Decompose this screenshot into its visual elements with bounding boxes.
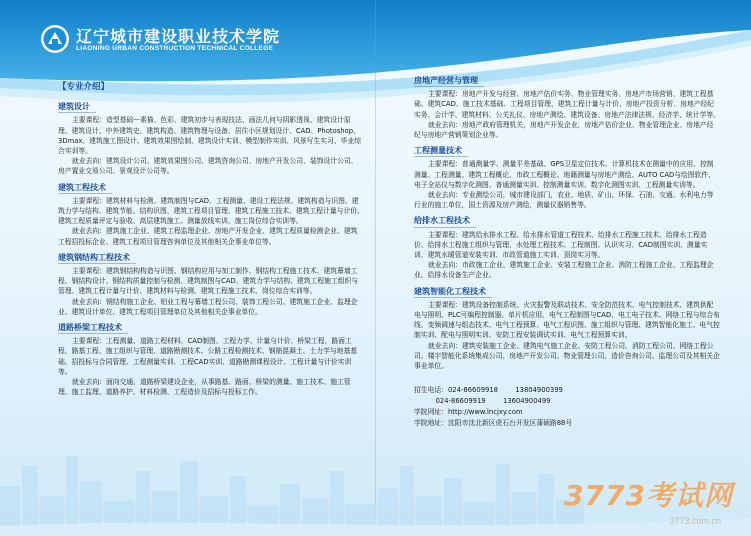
careers-text: 就业去向：建筑安装施工企业、建筑电气施工企业、安防工程公司、消防工程公司、网络工程公司、楼宇智能化系统集成公司、房地产开发公司、物业管理公司、造价咨询公司、监理公司及其相关企事业单位。 <box>414 341 720 371</box>
website-label: 学院网址： <box>414 408 448 417</box>
section-title: 道路桥梁工程技术 <box>58 323 128 334</box>
careers-text: 就业去向：建筑施工企业、建筑工程监理企业、房地产开发企业、建筑工程质量检测企业、建筑工程招投标企业、建筑工程项目管理咨询单位及其他相关企事业单位等。 <box>58 227 358 246</box>
courses-text: 主要课程：普通测量学、测量平差基础、GPS卫星定位技术、计算机技术在测量中的应用、控制测量、工程测量、建筑工程概论、市政工程概论、地籍测量与房地产测绘、AUTO CAD与绘图软件、电子全站仪与数字化测图、普通测量实训、控制测量实训、数字化测图实训、工程测量实训等。 <box>414 160 715 189</box>
courses-text: 主要课程：工程测量、道路工程材料、CAD制图、工程力学、计量与计价、桥梁工程、路面工程、路基工程、施工组织与管理、道路勘测技术、公路工程检测技术、钢筋混凝土、土力学与地基基础、招投标与合同管理、工程测量实训、工程CAD实训、道路勘测课程设计、工程计量与计价实训等。 <box>58 337 358 376</box>
section-surveying <box>414 140 720 210</box>
phone-number-1: 024-86609918 <box>447 386 499 395</box>
section-construction-engineering <box>58 177 364 247</box>
section-steel-structure <box>58 247 364 317</box>
careers-text: 就业去向：面向交通、道路桥梁建设企业，从事路基、路面、桥梁的测量、施工技术、施工管理、施工监理、道路养护、材料检测、工程造价及招标与投标工作。 <box>58 378 351 397</box>
watermark-brand: 3773考试网 <box>564 479 733 512</box>
careers-text: 就业去向：钢结构施工企业、铝业工程与幕墙工程公司、装饰工程公司、建筑施工企业、监理企业、建筑设计单位、建筑工程项目管理单位及其他相关企事业单位。 <box>58 297 358 316</box>
careers-text: 就业去向：市政施工企业、建筑施工企业、安装工程施工企业、消防工程施工企业、工程监理企业、给排水设备生产企业。 <box>414 261 714 280</box>
section-title: 建筑钢结构工程技术 <box>58 253 136 264</box>
courses-text: 主要课程：建筑材料与检测、建筑制图与CAD、工程测量、建设工程法规、建筑构造与识图、建筑力学与结构、建筑节能、结构识图、建筑工程项目管理、建筑工程施工技术、建筑工程计量与计价、建筑工程质量评定与验收、高层建筑施工、测量放线实训、施工岗位综合实训等。 <box>58 196 364 226</box>
section-title: 建筑智能化工程技术 <box>414 287 492 298</box>
section-real-estate <box>414 70 720 140</box>
careers-text: 就业去向：房地产政府管理机关，房地产开发企业，房地产估价企业、物业管理企业、房地产经纪与房地产营销策划企业等。 <box>414 120 714 140</box>
intro-header: 【专业介绍】 <box>58 82 110 92</box>
address-text: 沈阳市沈北新区虎石台开发区蒲硕路88号 <box>447 419 573 428</box>
mobile-number-2: 13604900499 <box>502 397 551 406</box>
courses-text: 主要课程：造型基础—素描、色彩、建筑初步与表现技法、画法几何与阴影透视、建筑设计原理、建筑设计、中外建筑史、建筑构造、建筑物理与设备、居住小区规划设计、CAD、Photoshop、3Dmax、建筑施工图设计、建筑效果图绘制、建筑设计实训、模型制作实训、风景写生实习、毕业综合实训等。 <box>58 116 362 156</box>
college-logo-icon <box>40 24 70 54</box>
section-title: 建筑设计 <box>58 102 96 113</box>
phone-row-1 <box>414 385 720 396</box>
college-name-cn: 辽宁城市建设职业技术学院 <box>76 27 281 46</box>
careers-text: 就业去向：建筑设计公司、建筑效果图公司、建筑咨询公司、房地产开发公司、装饰设计公司、房产置业交易公司、景观设计公司等。 <box>58 157 358 176</box>
watermark-url: 3773.com.cn <box>669 516 721 526</box>
section-title: 建筑工程技术 <box>58 183 112 194</box>
courses-text: 主要课程：建筑钢结构构造与识图、钢结构应用与加工制作、钢结构工程施工技术、建筑幕墙工程、钢结构设计、钢结构质量控制与检测、建筑制图与CAD、建筑力学与结构、建筑工程施工组织与管理、建筑工程计量与计价、建筑材料与检测、建筑工程施工技术、岗位综合实训等。 <box>58 267 359 296</box>
section-water-supply <box>414 210 720 280</box>
section-intelligent-building <box>414 281 720 372</box>
courses-text: 主要课程：房地产开发与经营、房地产估价实务、物业管理实务、房地产市场营销、建筑工程基础、建筑CAD、施工技术基础、工程项目管理、建筑工程计量与计价、房地产投资分析、房地产经纪实务、会计学、建筑材料、公关礼仪、房地产测绘、建筑设备、房地产法律法规、经济学、统计学等。 <box>414 90 720 119</box>
mobile-number-1: 13804900399 <box>515 386 563 395</box>
college-name-en: LIAONING URBAN CONSTRUCTION TECHNICAL COLLEGE <box>76 45 274 52</box>
section-road-bridge <box>58 317 364 397</box>
phone-number-2: 024-86609919 <box>435 397 486 406</box>
website-row <box>414 407 720 418</box>
phone-label: 招生电话： <box>414 386 448 395</box>
website-link[interactable]: http://www.lncjxy.com <box>447 408 523 417</box>
contact-block <box>414 385 720 429</box>
section-title: 工程测量技术 <box>414 146 468 157</box>
courses-text: 主要课程：建筑设备控制系统、火灾报警及联动技术、安全防范技术、电气控制技术、建筑供配电与照明、PLC可编程控制器、单片机应用、电气工程制图与CAD、电工电子技术、网络工程与综合布线、变频调速与组态技术、电气工程预算、电气工程识图、施工组织与管理、建筑智能化施工、电气控制实训、配电与照明实训、安防工程安装调试实训、电气工程预算实训。 <box>414 300 720 340</box>
section-architectural-design <box>58 96 364 176</box>
address-label: 学院地址： <box>414 419 448 428</box>
courses-text: 主要课程：建筑给水排水工程、给水排水管道工程技术、给排水工程施工技术、给排水工程造价、给排水工程施工组织与管理、水处理工程技术、工程制图、认识实习、CAD制图实训、测量实训、建筑水暖管道安装实训、市政管道施工实训、顶岗实习等。 <box>414 230 708 260</box>
careers-text: 就业去向：专业测绘公司，城市建设部门，农业、地质、矿山、环保、石油、交通、水利电力等行业的施工单位，国土资源及房产测绘，测量仪器销售等。 <box>414 191 714 210</box>
phone-row-2 <box>414 396 720 407</box>
section-title: 房地产经营与管理 <box>414 76 484 87</box>
section-title: 给排水工程技术 <box>414 216 476 227</box>
